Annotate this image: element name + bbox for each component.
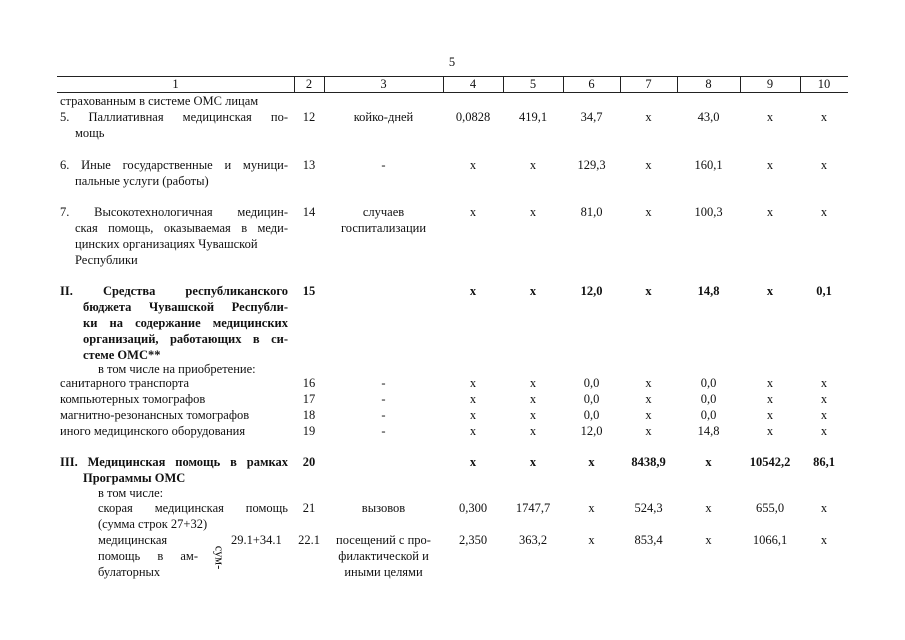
row-code: 18 xyxy=(302,408,316,422)
cell: 0,0 xyxy=(583,408,600,422)
cell: 1066,1 xyxy=(752,533,788,547)
header-cell: 4 xyxy=(469,77,477,91)
row-code: 17 xyxy=(302,392,316,406)
cell: х xyxy=(529,158,537,172)
page-number: 5 xyxy=(448,55,456,69)
header-cell: 8 xyxy=(705,77,712,91)
header-cell: 6 xyxy=(588,77,595,91)
section-heading: ки на содержание медицинских xyxy=(83,316,288,330)
header-cell: 7 xyxy=(645,77,652,91)
cell: х xyxy=(645,376,652,390)
cell: х xyxy=(705,455,712,469)
header-cell: 3 xyxy=(380,77,387,91)
row-unit: случаев xyxy=(362,205,405,219)
row-unit: койко-дней xyxy=(353,110,414,124)
cell: х xyxy=(529,376,537,390)
section-heading: II. Средства республиканского xyxy=(60,284,288,298)
header-cell: 10 xyxy=(817,77,831,91)
row-code: 20 xyxy=(302,455,316,469)
cell: 14,8 xyxy=(697,284,720,298)
row-code: 16 xyxy=(302,376,316,390)
row-label: ская помощь, оказываемая в меди- xyxy=(75,221,288,235)
continued-label: страхованным в системе ОМС лицам xyxy=(60,94,259,108)
cell: х xyxy=(529,408,537,422)
row-label: компьютерных томографов xyxy=(60,392,206,406)
row-unit: иными целями xyxy=(344,565,423,579)
cell: х xyxy=(588,455,595,469)
cell: 0,0 xyxy=(700,376,717,390)
row-code: 12 xyxy=(302,110,316,124)
row-label: помощь в ам- xyxy=(98,549,198,563)
cell: 14,8 xyxy=(697,424,720,438)
cell: х xyxy=(469,158,477,172)
cell: 0,0 xyxy=(700,392,717,406)
cell: х xyxy=(820,110,828,124)
row-code: 14 xyxy=(302,205,316,219)
cell: х xyxy=(645,424,652,438)
row-unit: госпитализации xyxy=(340,221,427,235)
row-unit: - xyxy=(381,408,386,422)
row-label: мощь xyxy=(75,126,105,140)
cell: 8438,9 xyxy=(631,455,666,469)
rotated-sum-label: сум- xyxy=(212,545,227,570)
including-label: в том числе: xyxy=(98,486,164,500)
row-label: медицинская xyxy=(98,533,168,547)
cell: 2,350 xyxy=(458,533,488,547)
row-unit: - xyxy=(381,424,386,438)
cell: 160,1 xyxy=(694,158,723,172)
cell: х xyxy=(529,205,537,219)
cell: х xyxy=(529,392,537,406)
cell: х xyxy=(469,408,477,422)
cell: х xyxy=(529,284,537,298)
cell: х xyxy=(766,110,774,124)
cell: 524,3 xyxy=(634,501,663,515)
header-cell: 1 xyxy=(172,77,179,91)
cell: 34,7 xyxy=(580,110,603,124)
cell: х xyxy=(645,408,652,422)
cell: х xyxy=(766,158,774,172)
cell: х xyxy=(820,392,828,406)
cell: 10542,2 xyxy=(749,455,791,469)
cell: 100,3 xyxy=(694,205,723,219)
cell: х xyxy=(766,376,774,390)
section-heading: Программы ОМС xyxy=(83,471,186,485)
row-label: булаторных xyxy=(98,565,161,579)
cell: х xyxy=(588,533,595,547)
cell: х xyxy=(820,424,828,438)
cell: 655,0 xyxy=(755,501,785,515)
cell: х xyxy=(766,424,774,438)
cell: х xyxy=(469,424,477,438)
cell: х xyxy=(766,408,774,422)
cell: 0,0828 xyxy=(455,110,491,124)
cell: х xyxy=(766,392,774,406)
row-label: скорая медицинская помощь xyxy=(98,501,288,515)
cell: х xyxy=(820,205,828,219)
cell: х xyxy=(645,205,652,219)
cell: х xyxy=(588,501,595,515)
cell: 1747,7 xyxy=(515,501,551,515)
cell: х xyxy=(469,455,477,469)
cell: х xyxy=(529,455,537,469)
cell: 43,0 xyxy=(697,110,720,124)
cell: 853,4 xyxy=(634,533,663,547)
cell: х xyxy=(469,392,477,406)
cell: х xyxy=(469,284,477,298)
cell: 0,300 xyxy=(458,501,488,515)
cell: 12,0 xyxy=(580,424,603,438)
cell: 0,0 xyxy=(583,376,600,390)
row-code: 15 xyxy=(302,284,316,298)
cell: х xyxy=(766,284,774,298)
section-heading: организаций, работающих в си- xyxy=(83,332,288,346)
including-label: в том числе на приобретение: xyxy=(98,362,256,376)
cell: 363,2 xyxy=(518,533,548,547)
row-label: санитарного транспорта xyxy=(60,376,190,390)
cell: х xyxy=(705,501,712,515)
row-label: 5. Паллиативная медицинская по- xyxy=(60,110,288,124)
row-label: 7. Высокотехнологичная медицин- xyxy=(60,205,288,219)
cell: 86,1 xyxy=(813,455,835,469)
cell: 0,1 xyxy=(816,284,832,298)
cell: 419,1 xyxy=(518,110,548,124)
row-label: 6. Иные государственные и муници- xyxy=(60,158,288,172)
row-code: 19 xyxy=(302,424,316,438)
row-unit: филактической и xyxy=(338,549,429,563)
section-heading: стеме ОМС** xyxy=(83,348,161,362)
cell: 12,0 xyxy=(580,284,603,298)
cell: х xyxy=(645,158,652,172)
header-cell: 2 xyxy=(305,77,313,91)
cell: х xyxy=(820,533,828,547)
cell: х xyxy=(645,284,652,298)
cell: х xyxy=(820,408,828,422)
header-bottom-rule xyxy=(57,92,848,93)
cell: 129,3 xyxy=(577,158,606,172)
row-unit: вызовов xyxy=(361,501,406,515)
row-label: магнитно-резонансных томографов xyxy=(60,408,250,422)
row-label: пальные услуги (работы) xyxy=(75,174,209,188)
row-unit: - xyxy=(381,392,386,406)
row-label: цинских организациях Чувашской xyxy=(75,237,258,251)
cell: х xyxy=(469,376,477,390)
cell: х xyxy=(705,533,712,547)
row-unit: посещений с про- xyxy=(336,533,431,547)
cell: х xyxy=(766,205,774,219)
cell: х xyxy=(820,501,828,515)
cell: х xyxy=(469,205,477,219)
cell: 0,0 xyxy=(583,392,600,406)
row-code: 21 xyxy=(302,501,316,515)
row-label: иного медицинского оборудования xyxy=(60,424,246,438)
row-unit: - xyxy=(381,158,386,172)
section-heading: бюджета Чувашской Республи- xyxy=(83,300,288,314)
row-code: 22.1 xyxy=(298,533,320,547)
row-unit: - xyxy=(381,376,386,390)
cell: х xyxy=(645,110,652,124)
cell: 0,0 xyxy=(700,408,717,422)
row-code: 13 xyxy=(302,158,316,172)
sum-formula: 29.1+34.1 xyxy=(231,533,282,547)
header-cell: 5 xyxy=(529,77,537,91)
header-cell: 9 xyxy=(766,77,774,91)
row-label: Республики xyxy=(75,253,138,267)
section-heading: III. Медицинская помощь в рамках xyxy=(60,455,288,469)
cell: х xyxy=(820,158,828,172)
cell: х xyxy=(645,392,652,406)
cell: х xyxy=(529,424,537,438)
cell: 81,0 xyxy=(580,205,603,219)
cell: х xyxy=(820,376,828,390)
row-label: (сумма строк 27+32) xyxy=(98,517,208,531)
